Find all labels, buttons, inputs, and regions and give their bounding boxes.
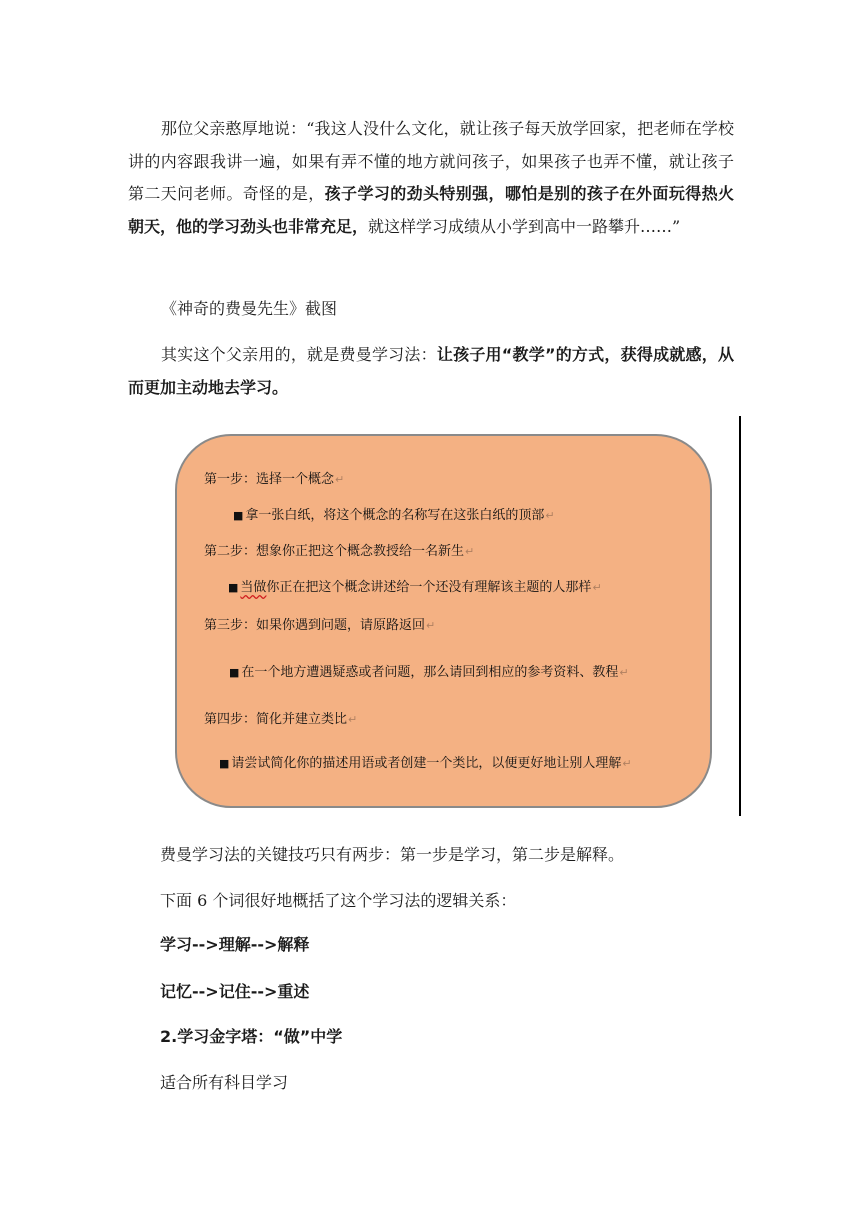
step2-heading xyxy=(204,540,474,559)
image-caption xyxy=(128,293,734,326)
step4-heading xyxy=(204,708,357,727)
memorize-remember-retell-line: 记忆-->记住-->重述 xyxy=(160,982,310,1001)
figure-right-border xyxy=(739,416,741,816)
return-mark-icon: ↵ xyxy=(619,666,629,679)
step2-text: 第二步：想象你正把这个概念教授给一名新生 xyxy=(204,544,465,559)
step1-heading xyxy=(204,468,344,487)
bullet-square-icon: ■ xyxy=(229,666,240,679)
spellcheck-marked-text: 当做 xyxy=(240,580,267,595)
step3-detail xyxy=(229,661,629,680)
learn-understand-explain-line: 学习-->理解-->解释 xyxy=(160,935,310,954)
caption-text: 《神奇的费曼先生》截图 xyxy=(161,299,338,318)
return-mark-icon: ↵ xyxy=(622,757,632,770)
paragraph-feynman-method xyxy=(128,339,734,404)
key-technique-line: 费曼学习法的关键技巧只有两步：第一步是学习，第二步是解释。 xyxy=(160,845,625,864)
paragraph-father-quote xyxy=(128,113,734,243)
step1-text: 第一步：选择一个概念 xyxy=(204,472,335,487)
feynman-steps-box xyxy=(175,434,712,808)
six-words-line: 下面 6 个词很好地概括了这个学习法的逻辑关系： xyxy=(160,891,517,910)
step1-detail xyxy=(233,504,555,523)
step4-detail-text: 请尝试简化你的描述用语或者创建一个类比，以便更好地让别人理解 xyxy=(231,756,622,771)
applicable-all-subjects-line: 适合所有科目学习 xyxy=(160,1073,289,1092)
return-mark-icon: ↵ xyxy=(592,581,602,594)
quote-bold-text: 孩子学习的劲头特别强，哪怕是别的孩子在外面玩得热火朝天，他的学习劲头也非常充足， xyxy=(128,184,734,236)
return-mark-icon: ↵ xyxy=(348,713,358,726)
return-mark-icon: ↵ xyxy=(335,473,345,486)
return-mark-icon: ↵ xyxy=(465,545,475,558)
feynman-text: 其实这个父亲用的，就是费曼学习法： xyxy=(161,345,437,364)
step2-detail xyxy=(228,576,602,595)
bullet-square-icon: ■ xyxy=(219,757,230,770)
section-heading-learning-pyramid: 2.学习金字塔：“做”中学 xyxy=(160,1027,343,1046)
return-mark-icon: ↵ xyxy=(426,619,436,632)
bullet-square-icon: ■ xyxy=(228,581,239,594)
step1-detail-text: 拿一张白纸，将这个概念的名称写在这张白纸的顶部 xyxy=(245,508,545,523)
return-mark-icon: ↵ xyxy=(545,509,555,522)
step3-heading xyxy=(204,614,435,633)
quote-text-end: 就这样学习成绩从小学到高中一路攀升……” xyxy=(368,216,681,236)
feynman-bold-text: 让孩子用“教学”的方式，获得成就感，从而更加主动地去学习。 xyxy=(128,345,734,397)
step3-text: 第三步：如果你遇到问题，请原路返回 xyxy=(204,618,426,633)
step4-text: 第四步：简化并建立类比 xyxy=(204,712,348,727)
bullet-square-icon: ■ xyxy=(233,509,244,522)
step2-detail-text: 你正在把这个概念讲述给一个还没有理解该主题的人那样 xyxy=(266,580,592,595)
step4-detail xyxy=(219,752,632,771)
step3-detail-text: 在一个地方遭遇疑惑或者问题，那么请回到相应的参考资料、教程 xyxy=(241,665,619,680)
quote-text-start: 那位父亲憨厚地说：“我这人没什么文化，就让孩子每天放学回家，把老师在学校讲的内容跟我讲一遍，如果有弄不懂的地方就问孩子，如果孩子也弄不懂，就让孩子第二天问老师。奇怪的是， xyxy=(128,119,734,203)
